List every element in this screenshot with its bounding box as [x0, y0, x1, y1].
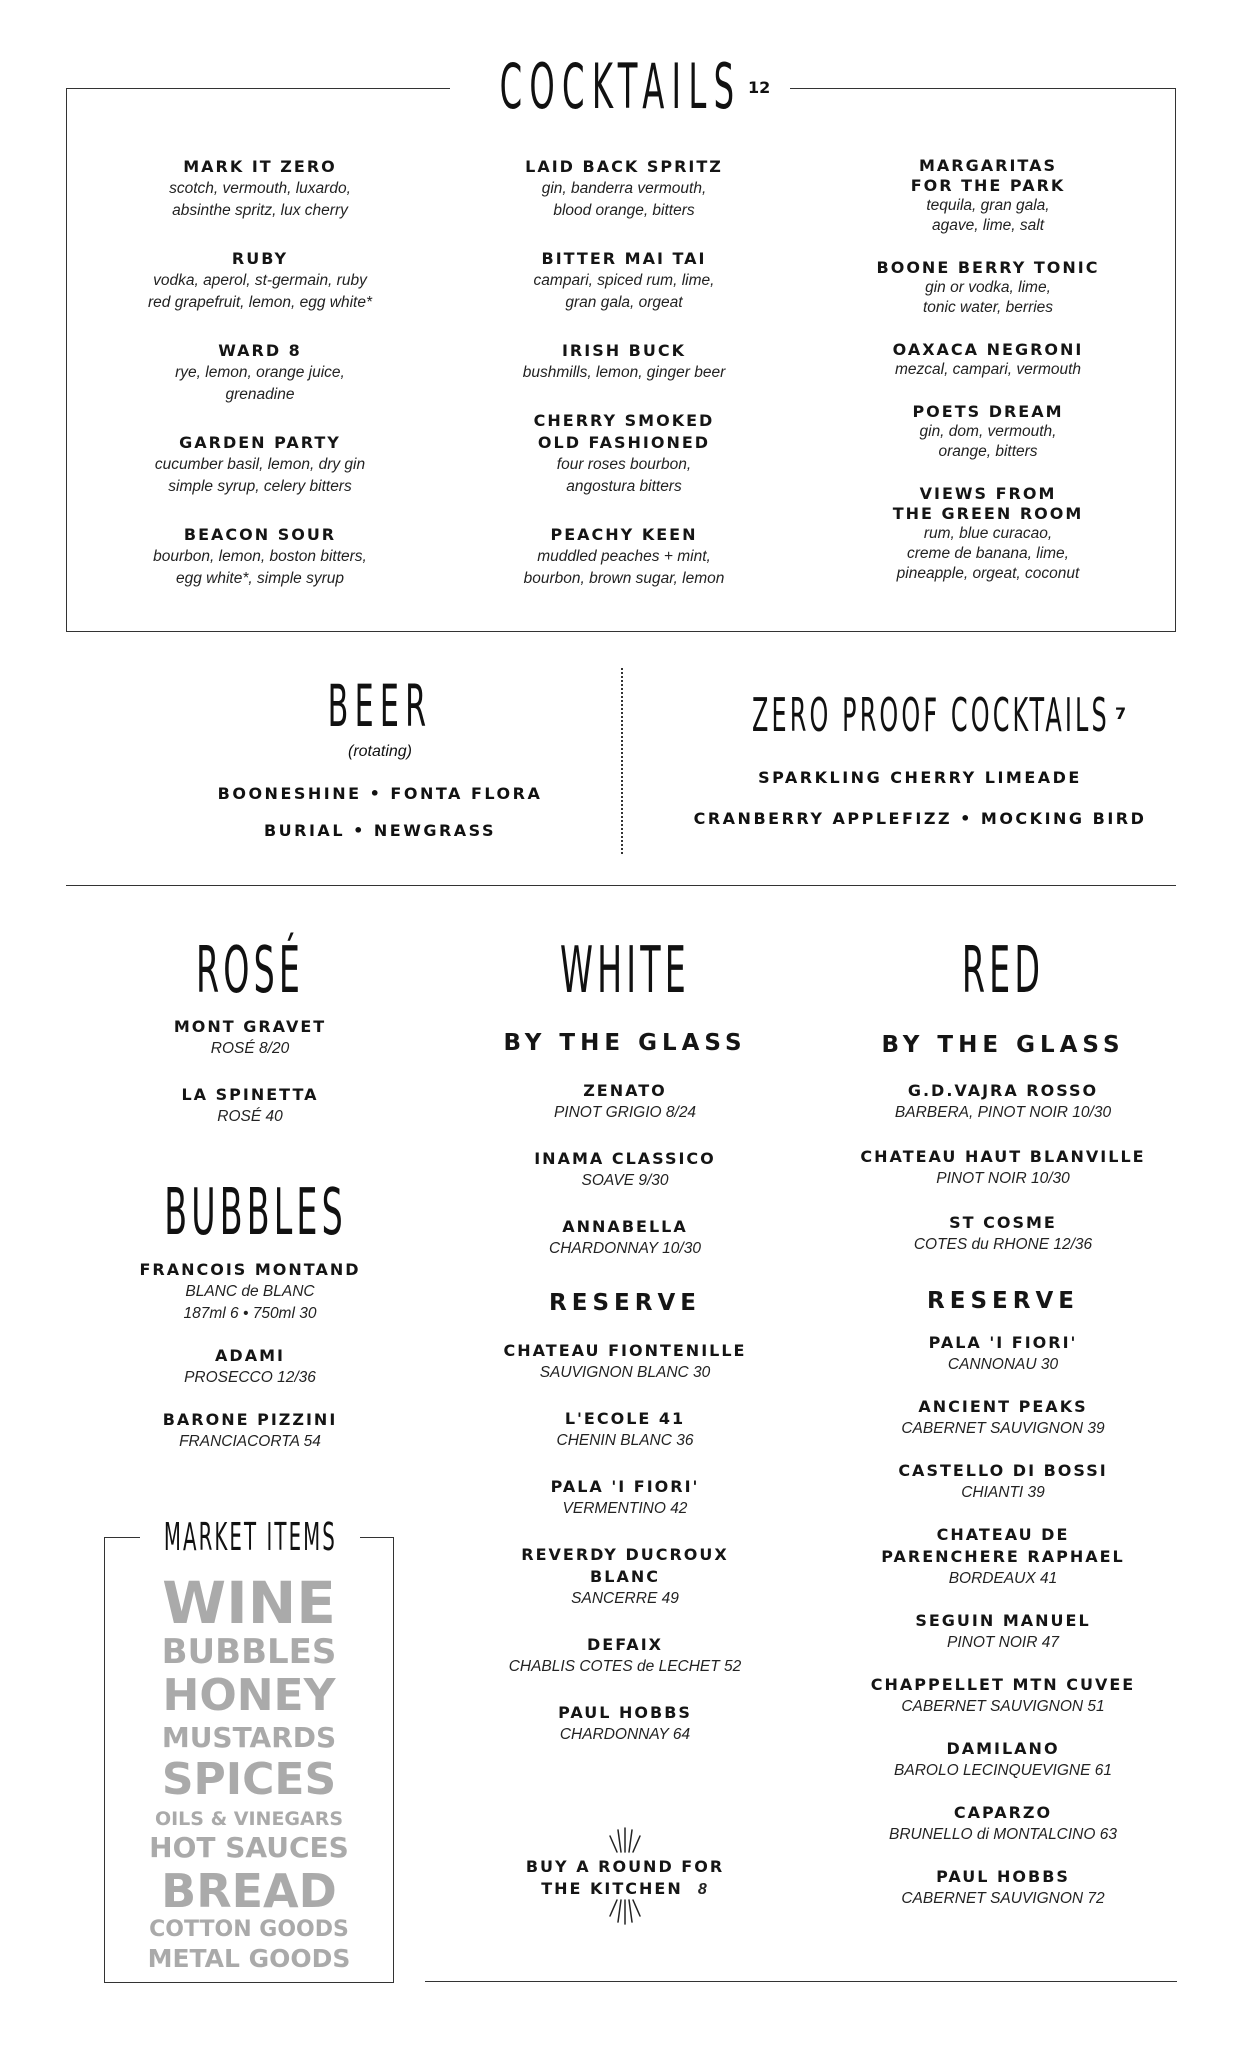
red-by-the-glass-heading: BY THE GLASS — [881, 1032, 1125, 1058]
wine-item — [85, 1345, 415, 1389]
sunburst-top-icon — [600, 1824, 650, 1854]
cocktail-item — [454, 524, 794, 590]
wine-name: PAUL HOBBS — [558, 1703, 692, 1722]
wine-desc: BRUNELLO di MONTALCINO 63 — [889, 1826, 1117, 1843]
zero-proof-price: 7 — [1115, 704, 1127, 723]
wine-desc: CABERNET SAUVIGNON 72 — [901, 1890, 1105, 1907]
cocktail-item — [454, 410, 794, 498]
wine-item — [838, 1738, 1168, 1782]
market-item: OILS & VINEGARS — [154, 1808, 344, 1830]
cocktail-desc: gran gala, orgeat — [565, 294, 683, 311]
wine-desc: BAROLO LECINQUEVIGNE 61 — [894, 1762, 1112, 1779]
cocktail-desc: gin, banderra vermouth, — [541, 180, 707, 197]
cocktail-name: RUBY — [231, 249, 289, 268]
wine-name: DAMILANO — [946, 1739, 1060, 1758]
cocktail-desc: campari, spiced rum, lime, — [533, 272, 715, 289]
wine-item — [838, 1610, 1168, 1654]
cocktail-column-3 — [818, 156, 1158, 610]
beer-note: (rotating) — [347, 743, 413, 760]
cocktail-desc: gin, dom, vermouth, — [919, 423, 1057, 440]
cocktail-desc: scotch, vermouth, luxardo, — [169, 180, 351, 197]
wine-name: PALA 'I FIORI' — [928, 1333, 1078, 1352]
cocktail-name: POETS DREAM — [912, 402, 1064, 421]
wine-item — [838, 1080, 1168, 1124]
buy-round-text: THE KITCHEN — [541, 1879, 683, 1898]
sunburst-bottom-icon — [600, 1898, 650, 1928]
wine-item — [460, 1148, 790, 1192]
wine-item — [85, 1084, 415, 1128]
cocktail-name-line2: OLD FASHIONED — [537, 433, 711, 452]
zero-proof-line-1: SPARKLING CHERRY LIMEADE — [758, 768, 1082, 787]
red-title: RED — [961, 934, 1045, 1008]
cocktails-title: COCKTAILS — [499, 49, 741, 123]
wine-name: LA SPINETTA — [181, 1085, 319, 1104]
wine-name: PAUL HOBBS — [936, 1867, 1070, 1886]
wine-item — [838, 1332, 1168, 1376]
cocktail-desc: tonic water, berries — [922, 299, 1054, 316]
cocktail-name: GARDEN PARTY — [179, 433, 341, 452]
cocktail-column-2 — [454, 156, 794, 616]
wine-desc: COTES du RHONE 12/36 — [913, 1236, 1093, 1253]
cocktail-desc: bushmills, lemon, ginger beer — [522, 364, 726, 381]
cocktail-item — [454, 340, 794, 384]
wine-name: G.D.VAJRA ROSSO — [907, 1081, 1099, 1100]
cocktail-desc: grenadine — [225, 386, 295, 403]
cocktail-item — [818, 340, 1158, 380]
wine-name: ANCIENT PEAKS — [918, 1397, 1088, 1416]
wine-desc: CHARDONNAY 10/30 — [549, 1240, 701, 1257]
wine-item — [838, 1802, 1168, 1846]
cocktail-item — [818, 484, 1158, 584]
wine-name: CAPARZO — [953, 1803, 1053, 1822]
cocktail-item — [818, 402, 1158, 462]
wine-name: L'ECOLE 41 — [564, 1409, 686, 1428]
cocktail-name-line2: THE GREEN ROOM — [892, 504, 1084, 523]
cocktail-desc: rum, blue curacao, — [923, 525, 1053, 542]
wine-name: DEFAIX — [587, 1635, 663, 1654]
wine-name: BARONE PIZZINI — [162, 1410, 338, 1429]
wine-name: ST COSME — [949, 1213, 1057, 1232]
section-divider — [621, 668, 623, 854]
wine-name: ADAMI — [215, 1346, 285, 1365]
cocktails-price: 12 — [748, 78, 771, 97]
market-item: SPICES — [161, 1754, 337, 1805]
wine-name: MONT GRAVET — [173, 1017, 327, 1036]
wine-desc: CHENIN BLANC 36 — [556, 1432, 694, 1449]
market-item: HOT SAUCES — [149, 1831, 349, 1864]
market-item: METAL GOODS — [147, 1944, 351, 1973]
wine-name-line2: PARENCHERE RAPHAEL — [881, 1547, 1125, 1566]
cocktail-name: MARK IT ZERO — [183, 157, 337, 176]
wine-desc: CABERNET SAUVIGNON 51 — [901, 1698, 1105, 1715]
cocktail-item — [818, 156, 1158, 236]
cocktail-item — [90, 248, 430, 314]
cocktail-name: LAID BACK SPRITZ — [525, 157, 723, 176]
wine-item — [460, 1702, 790, 1746]
market-item: BREAD — [161, 1864, 337, 1918]
cocktail-desc: rye, lemon, orange juice, — [175, 364, 345, 381]
cocktail-desc: creme de banana, lime, — [907, 545, 1069, 562]
wine-desc: SANCERRE 49 — [571, 1590, 679, 1607]
cocktail-item — [90, 156, 430, 222]
cocktail-desc: egg white*, simple syrup — [176, 570, 344, 587]
cocktail-item — [90, 432, 430, 498]
white-list — [460, 1030, 790, 1770]
wine-item — [838, 1460, 1168, 1504]
wine-item — [460, 1216, 790, 1260]
horizontal-rule — [66, 885, 1176, 886]
cocktail-name: CHERRY SMOKED — [533, 411, 715, 430]
wine-item — [460, 1634, 790, 1678]
buy-round-line-1: BUY A ROUND FOR — [525, 1857, 725, 1876]
cocktail-item — [454, 156, 794, 222]
market-item: MUSTARDS — [161, 1721, 337, 1754]
wine-desc: PINOT NOIR 47 — [947, 1634, 1059, 1651]
wine-desc: SOAVE 9/30 — [581, 1172, 669, 1189]
wine-desc: ROSÉ 40 — [217, 1108, 283, 1125]
cocktail-desc: vodka, aperol, st-germain, ruby — [153, 272, 367, 289]
cocktail-desc: bourbon, brown sugar, lemon — [523, 570, 725, 587]
buy-round-price: 8 — [697, 1881, 709, 1898]
wine-desc: FRANCIACORTA 54 — [179, 1433, 321, 1450]
bubbles-list — [85, 1259, 415, 1477]
wine-desc: VERMENTINO 42 — [562, 1500, 688, 1517]
wine-item — [838, 1212, 1168, 1256]
cocktail-name: IRISH BUCK — [561, 341, 687, 360]
white-by-the-glass-heading: BY THE GLASS — [503, 1030, 747, 1056]
wine-name: FRANCOIS MONTAND — [139, 1260, 361, 1279]
cocktail-item — [90, 524, 430, 590]
cocktail-name: MARGARITAS — [919, 156, 1057, 175]
wine-item — [838, 1146, 1168, 1190]
cocktail-desc: absinthe spritz, lux cherry — [172, 202, 348, 219]
red-reserve-heading: RESERVE — [927, 1288, 1079, 1314]
white-reserve-heading: RESERVE — [549, 1290, 701, 1316]
cocktail-desc: pineapple, orgeat, coconut — [896, 565, 1080, 582]
wine-desc: PINOT NOIR 10/30 — [936, 1170, 1070, 1187]
market-items-heading — [140, 1516, 360, 1558]
cocktail-desc: blood orange, bitters — [553, 202, 695, 219]
cocktail-name: PEACHY KEEN — [550, 525, 698, 544]
wine-desc: CHIANTI 39 — [961, 1484, 1045, 1501]
wine-desc: SAUVIGNON BLANC 30 — [539, 1364, 711, 1381]
market-item: BUBBLES — [161, 1632, 337, 1672]
market-items-title: MARKET ITEMS — [163, 1515, 337, 1559]
wine-desc: CANNONAU 30 — [947, 1356, 1059, 1373]
rose-list — [85, 1016, 415, 1152]
beer-list-line-2: BURIAL • NEWGRASS — [263, 821, 497, 840]
market-item: COTTON GOODS — [149, 1917, 349, 1942]
wine-name: CHATEAU DE — [936, 1525, 1070, 1544]
cocktail-desc: gin or vodka, lime, — [925, 279, 1051, 296]
red-list — [838, 1032, 1168, 1910]
cocktail-name: OAXACA NEGRONI — [892, 340, 1084, 359]
wine-desc: BLANC de BLANC — [185, 1283, 315, 1300]
market-item: HONEY — [162, 1670, 336, 1721]
bubbles-title: BUBBLES — [164, 1176, 347, 1250]
cocktail-desc: orange, bitters — [938, 443, 1038, 460]
wine-name: CHATEAU HAUT BLANVILLE — [860, 1147, 1146, 1166]
cocktail-item — [454, 248, 794, 314]
wine-name: REVERDY DUCROUX — [521, 1545, 729, 1564]
cocktail-desc: red grapefruit, lemon, egg white* — [147, 294, 373, 311]
wine-item — [460, 1408, 790, 1452]
cocktail-desc: tequila, gran gala, — [926, 197, 1050, 214]
wine-item — [460, 1340, 790, 1384]
wine-name-line2: BLANC — [590, 1567, 660, 1586]
wine-name: SEGUIN MANUEL — [915, 1611, 1091, 1630]
cocktail-desc: simple syrup, celery bitters — [168, 478, 352, 495]
cocktails-heading — [450, 49, 790, 123]
wine-desc: CHARDONNAY 64 — [559, 1726, 691, 1743]
cocktail-item — [90, 340, 430, 406]
wine-item — [838, 1866, 1168, 1910]
cocktail-desc: bourbon, lemon, boston bitters, — [153, 548, 367, 565]
cocktail-name-line2: FOR THE PARK — [910, 176, 1066, 195]
cocktail-name: VIEWS FROM — [919, 484, 1057, 503]
wine-desc: BORDEAUX 41 — [948, 1570, 1058, 1587]
cocktail-column-1 — [90, 156, 430, 616]
zero-proof-title: ZERO PROOF COCKTAILS — [752, 688, 1110, 742]
bottom-rule — [425, 1981, 1177, 1982]
wine-item — [460, 1544, 790, 1610]
wine-item — [460, 1476, 790, 1520]
wine-desc: PROSECCO 12/36 — [184, 1369, 316, 1386]
wine-item — [85, 1016, 415, 1060]
beer-title: BEER — [327, 672, 433, 740]
wine-item — [838, 1396, 1168, 1440]
cocktail-name: WARD 8 — [218, 341, 302, 360]
wine-name: CHATEAU FIONTENILLE — [503, 1341, 747, 1360]
zero-proof-line-2: CRANBERRY APPLEFIZZ • MOCKING BIRD — [693, 809, 1147, 828]
cocktail-name: BOONE BERRY TONIC — [876, 258, 1100, 277]
cocktail-desc: muddled peaches + mint, — [537, 548, 711, 565]
wine-desc: CABERNET SAUVIGNON 39 — [901, 1420, 1105, 1437]
wine-item — [85, 1259, 415, 1325]
rose-title: ROSÉ — [195, 934, 305, 1008]
cocktail-name: BEACON SOUR — [183, 525, 337, 544]
cocktail-name: BITTER MAI TAI — [541, 249, 707, 268]
cocktail-item — [818, 258, 1158, 318]
wine-item — [838, 1524, 1168, 1590]
wine-name: PALA 'I FIORI' — [550, 1477, 700, 1496]
wine-desc: ROSÉ 8/20 — [210, 1040, 290, 1057]
buy-round-block — [460, 1856, 790, 1901]
wine-name: ANNABELLA — [562, 1217, 688, 1236]
cocktail-desc: mezcal, campari, vermouth — [894, 361, 1082, 378]
wine-name: CHAPPELLET MTN CUVEE — [870, 1675, 1136, 1694]
wine-item — [838, 1674, 1168, 1718]
wine-name: CASTELLO DI BOSSI — [898, 1461, 1108, 1480]
wine-item — [85, 1409, 415, 1453]
wine-desc: PINOT GRIGIO 8/24 — [553, 1104, 697, 1121]
cocktail-desc: cucumber basil, lemon, dry gin — [154, 456, 366, 473]
wine-name: INAMA CLASSICO — [534, 1149, 716, 1168]
cocktail-desc: angostura bitters — [566, 478, 682, 495]
cocktail-desc: four roses bourbon, — [556, 456, 692, 473]
white-title: WHITE — [560, 934, 690, 1008]
wine-item — [460, 1080, 790, 1124]
beer-list-line-1: BOONESHINE • FONTA FLORA — [217, 784, 543, 803]
wine-desc-line2: 187ml 6 • 750ml 30 — [183, 1305, 317, 1322]
cocktail-desc: agave, lime, salt — [932, 217, 1044, 234]
wine-desc: CHABLIS COTES de LECHET 52 — [508, 1658, 742, 1675]
wine-name: ZENATO — [583, 1081, 667, 1100]
wine-desc: BARBERA, PINOT NOIR 10/30 — [894, 1104, 1112, 1121]
market-item: WINE — [162, 1569, 336, 1637]
